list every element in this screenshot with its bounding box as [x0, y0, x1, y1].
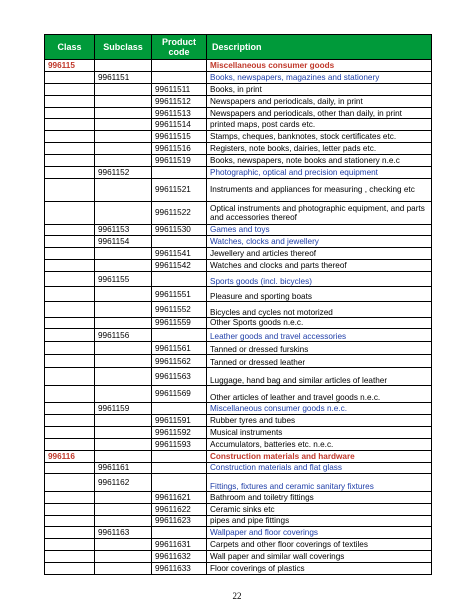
class-cell: [45, 503, 95, 515]
class-cell: [45, 236, 95, 248]
product-code-cell: 99611569: [152, 385, 207, 402]
class-cell: [45, 527, 95, 539]
subclass-cell: [95, 385, 152, 402]
subclass-cell: [95, 131, 152, 143]
product-code-cell: [152, 329, 207, 342]
classification-table: [44, 34, 432, 575]
subclass-cell: [95, 551, 152, 563]
table-row: [45, 403, 432, 415]
product-code-cell: 99611514: [152, 119, 207, 131]
product-code-cell: [152, 272, 207, 287]
description-cell: Carpets and other floor coverings of textiles: [207, 539, 432, 551]
class-cell: [45, 201, 95, 224]
class-cell: [45, 563, 95, 575]
subclass-cell: [95, 248, 152, 260]
class-cell: [45, 287, 95, 302]
description-cell: Miscellaneous consumer goods n.e.c.: [207, 403, 432, 415]
subclass-cell: [95, 426, 152, 438]
subclass-cell: [95, 155, 152, 167]
subclass-cell: [95, 414, 152, 426]
class-cell: [45, 143, 95, 155]
subclass-cell: [95, 438, 152, 450]
description-cell: Books, in print: [207, 83, 432, 95]
class-cell: [45, 403, 95, 415]
description-cell: Books, newspapers, magazines and stationery: [207, 71, 432, 83]
table-row: [45, 368, 432, 385]
description-cell: Wallpaper and floor coverings: [207, 527, 432, 539]
class-cell: [45, 272, 95, 287]
class-cell: [45, 474, 95, 491]
product-code-cell: 99611541: [152, 248, 207, 260]
table-row: [45, 515, 432, 527]
description-cell: Watches, clocks and jewellery: [207, 236, 432, 248]
description-cell: Fittings, fixtures and ceramic sanitary fixtures: [207, 474, 432, 491]
description-cell: Newspapers and periodicals, daily, in print: [207, 95, 432, 107]
description-cell: printed maps, post cards etc.: [207, 119, 432, 131]
description-cell: Ceramic sinks etc: [207, 503, 432, 515]
product-code-cell: 99611521: [152, 178, 207, 201]
product-code-cell: 99611559: [152, 317, 207, 329]
product-code-cell: 99611621: [152, 491, 207, 503]
product-code-cell: 99611542: [152, 260, 207, 272]
table-row: [45, 342, 432, 355]
class-cell: [45, 178, 95, 201]
table-row: [45, 551, 432, 563]
product-code-cell: 99611591: [152, 414, 207, 426]
subclass-cell: [95, 60, 152, 72]
description-cell: Jewellery and articles thereof: [207, 248, 432, 260]
subclass-cell: [95, 317, 152, 329]
description-cell: Rubber tyres and tubes: [207, 414, 432, 426]
product-code-cell: 99611593: [152, 438, 207, 450]
class-cell: [45, 155, 95, 167]
table-row: [45, 83, 432, 95]
product-code-cell: [152, 527, 207, 539]
subclass-cell: [95, 143, 152, 155]
description-cell: Tanned or dressed leather: [207, 355, 432, 368]
product-code-cell: 99611562: [152, 355, 207, 368]
header-class: Class: [45, 35, 95, 60]
product-code-cell: [152, 71, 207, 83]
subclass-cell: 9961156: [95, 329, 152, 342]
product-code-cell: 99611633: [152, 563, 207, 575]
description-cell: Construction materials and hardware: [207, 450, 432, 462]
subclass-cell: [95, 95, 152, 107]
product-code-cell: 99611519: [152, 155, 207, 167]
table-row: [45, 302, 432, 317]
table-row: [45, 426, 432, 438]
subclass-cell: [95, 287, 152, 302]
product-code-cell: 99611551: [152, 287, 207, 302]
class-cell: [45, 414, 95, 426]
class-cell: [45, 539, 95, 551]
subclass-cell: 9961163: [95, 527, 152, 539]
subclass-cell: [95, 355, 152, 368]
description-cell: Instruments and appliances for measuring , checking etc: [207, 178, 432, 201]
table-row: [45, 178, 432, 201]
class-cell: [45, 107, 95, 119]
subclass-cell: [95, 539, 152, 551]
subclass-cell: 9961152: [95, 167, 152, 179]
subclass-cell: 9961154: [95, 236, 152, 248]
description-cell: Other Sports goods n.e.c.: [207, 317, 432, 329]
product-code-cell: [152, 403, 207, 415]
description-cell: Optical instruments and photographic equipment, and parts and accessories thereof: [207, 201, 432, 224]
product-code-cell: [152, 236, 207, 248]
class-cell: [45, 329, 95, 342]
table-row: [45, 260, 432, 272]
class-cell: [45, 368, 95, 385]
class-cell: [45, 355, 95, 368]
product-code-cell: [152, 474, 207, 491]
description-cell: Wall paper and similar wall coverings: [207, 551, 432, 563]
description-cell: Books, newspapers, note books and stationery n.e.c: [207, 155, 432, 167]
product-code-cell: [152, 167, 207, 179]
description-cell: Musical instruments: [207, 426, 432, 438]
class-cell: [45, 385, 95, 402]
description-cell: Pleasure and sporting boats: [207, 287, 432, 302]
class-cell: [45, 462, 95, 474]
class-cell: [45, 95, 95, 107]
product-code-cell: 99611512: [152, 95, 207, 107]
product-code-cell: 99611622: [152, 503, 207, 515]
subclass-cell: [95, 83, 152, 95]
table-row: [45, 155, 432, 167]
subclass-cell: [95, 107, 152, 119]
product-code-cell: 99611552: [152, 302, 207, 317]
subclass-cell: 9961151: [95, 71, 152, 83]
table-header-row: [45, 35, 432, 60]
class-cell: 996115: [45, 60, 95, 72]
class-cell: [45, 302, 95, 317]
table-row: [45, 317, 432, 329]
table-row: [45, 272, 432, 287]
table-row: [45, 60, 432, 72]
class-cell: 996116: [45, 450, 95, 462]
subclass-cell: [95, 178, 152, 201]
subclass-cell: [95, 302, 152, 317]
subclass-cell: [95, 491, 152, 503]
class-cell: [45, 83, 95, 95]
subclass-cell: 9961159: [95, 403, 152, 415]
product-code-cell: 99611515: [152, 131, 207, 143]
description-cell: Accumulators, batteries etc. n.e.c.: [207, 438, 432, 450]
description-cell: Bathroom and toiletry fittings: [207, 491, 432, 503]
table-row: [45, 438, 432, 450]
table-row: [45, 450, 432, 462]
subclass-cell: 9961155: [95, 272, 152, 287]
header-product-code: Product code: [152, 35, 207, 60]
header-subclass: Subclass: [95, 35, 152, 60]
description-cell: Bicycles and cycles not motorized: [207, 302, 432, 317]
table-row: [45, 462, 432, 474]
table-row: [45, 71, 432, 83]
subclass-cell: 9961162: [95, 474, 152, 491]
table-row: [45, 167, 432, 179]
product-code-cell: 99611623: [152, 515, 207, 527]
table-row: [45, 131, 432, 143]
description-cell: Miscellaneous consumer goods: [207, 60, 432, 72]
description-cell: Newspapers and periodicals, other than daily, in print: [207, 107, 432, 119]
class-cell: [45, 342, 95, 355]
subclass-cell: [95, 368, 152, 385]
table-row: [45, 119, 432, 131]
product-code-cell: 99611592: [152, 426, 207, 438]
header-description: Description: [207, 35, 432, 60]
subclass-cell: [95, 515, 152, 527]
subclass-cell: [95, 201, 152, 224]
product-code-cell: 99611561: [152, 342, 207, 355]
table-row: [45, 491, 432, 503]
class-cell: [45, 317, 95, 329]
table-row: [45, 224, 432, 236]
table-row: [45, 143, 432, 155]
product-code-cell: [152, 462, 207, 474]
product-code-cell: 99611522: [152, 201, 207, 224]
subclass-cell: [95, 503, 152, 515]
class-cell: [45, 260, 95, 272]
subclass-cell: [95, 342, 152, 355]
class-cell: [45, 119, 95, 131]
description-cell: Registers, note books, dairies, letter pads etc.: [207, 143, 432, 155]
product-code-cell: [152, 60, 207, 72]
product-code-cell: 99611511: [152, 83, 207, 95]
class-cell: [45, 426, 95, 438]
class-cell: [45, 167, 95, 179]
class-cell: [45, 515, 95, 527]
description-cell: Stamps, cheques, banknotes, stock certificates etc.: [207, 131, 432, 143]
table-row: [45, 248, 432, 260]
table-row: [45, 414, 432, 426]
description-cell: Luggage, hand bag and similar articles of leather: [207, 368, 432, 385]
product-code-cell: [152, 450, 207, 462]
table-row: [45, 385, 432, 402]
product-code-cell: 99611563: [152, 368, 207, 385]
subclass-cell: 9961153: [95, 224, 152, 236]
table-row: [45, 95, 432, 107]
subclass-cell: [95, 450, 152, 462]
table-row: [45, 107, 432, 119]
description-cell: Floor coverings of plastics: [207, 563, 432, 575]
product-code-cell: 99611516: [152, 143, 207, 155]
table-row: [45, 329, 432, 342]
table-row: [45, 355, 432, 368]
table-row: [45, 201, 432, 224]
class-cell: [45, 551, 95, 563]
table-row: [45, 287, 432, 302]
page-number: 22: [232, 591, 242, 601]
class-cell: [45, 438, 95, 450]
subclass-cell: 9961161: [95, 462, 152, 474]
subclass-cell: [95, 563, 152, 575]
class-cell: [45, 224, 95, 236]
product-code-cell: 99611513: [152, 107, 207, 119]
description-cell: pipes and pipe fittings: [207, 515, 432, 527]
description-cell: Games and toys: [207, 224, 432, 236]
table-row: [45, 563, 432, 575]
table-row: [45, 474, 432, 491]
class-cell: [45, 131, 95, 143]
product-code-cell: 99611530: [152, 224, 207, 236]
subclass-cell: [95, 260, 152, 272]
description-cell: Other articles of leather and travel goods n.e.c.: [207, 385, 432, 402]
product-code-cell: 99611632: [152, 551, 207, 563]
class-cell: [45, 491, 95, 503]
table-row: [45, 527, 432, 539]
description-cell: Tanned or dressed furskins: [207, 342, 432, 355]
table-row: [45, 236, 432, 248]
product-code-cell: 99611631: [152, 539, 207, 551]
description-cell: Photographic, optical and precision equipment: [207, 167, 432, 179]
table-row: [45, 539, 432, 551]
description-cell: Watches and clocks and parts thereof: [207, 260, 432, 272]
class-cell: [45, 71, 95, 83]
class-cell: [45, 248, 95, 260]
description-cell: Construction materials and flat glass: [207, 462, 432, 474]
table-row: [45, 503, 432, 515]
table-body: [45, 60, 432, 575]
description-cell: Leather goods and travel accessories: [207, 329, 432, 342]
subclass-cell: [95, 119, 152, 131]
description-cell: Sports goods (incl. bicycles): [207, 272, 432, 287]
